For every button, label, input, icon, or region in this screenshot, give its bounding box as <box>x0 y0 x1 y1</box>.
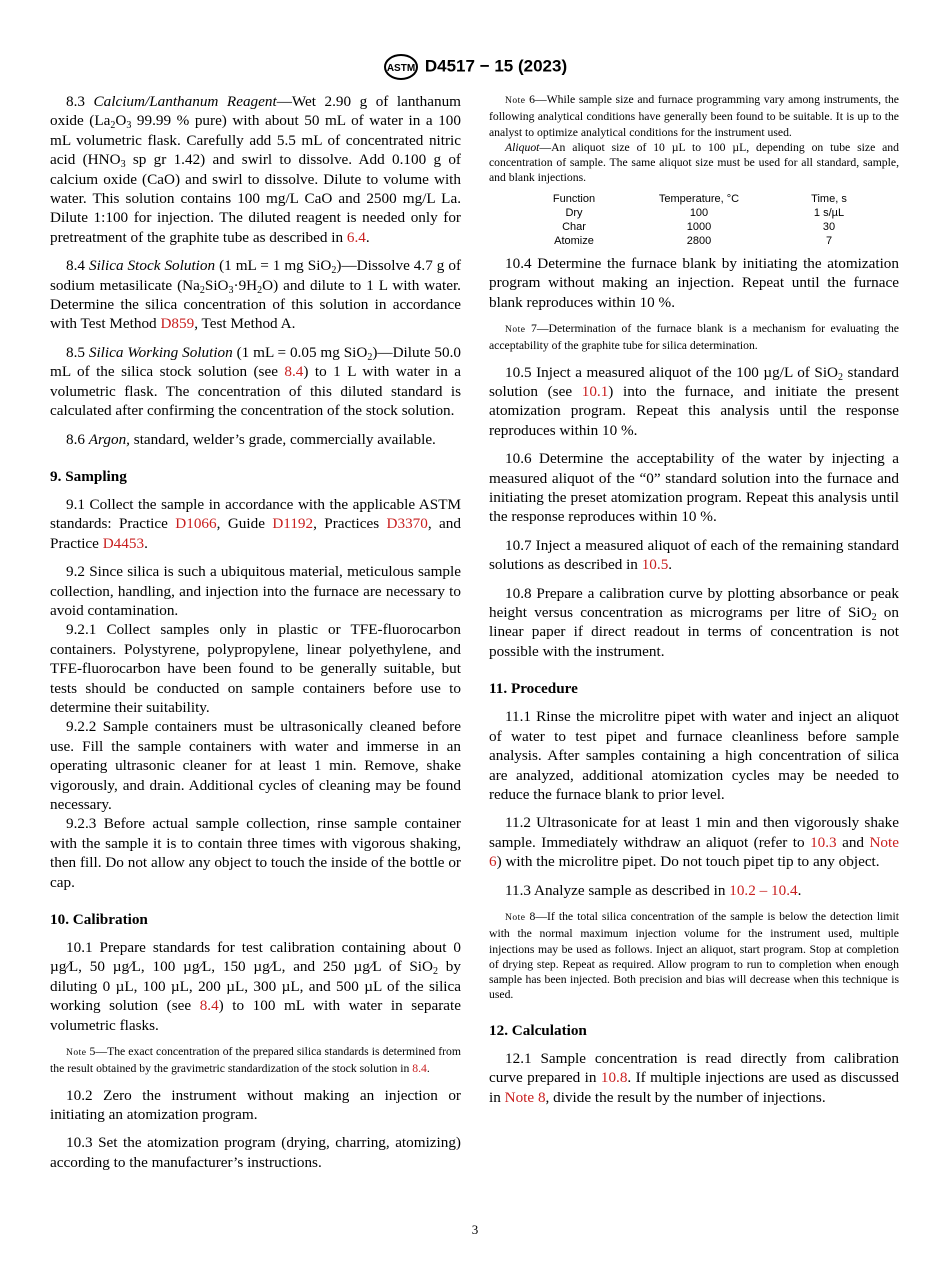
section-11-1: 11.1 Rinse the microlitre pipet with water and inject an aliquot of water to test pipet and furnace cleanliness before sample analysis. After samples containing a high concentration of silica are analyzed, additional atomization cycles may be needed to reduce the furnace blank to prior level. <box>489 708 899 803</box>
section-8-3: 8.3 Calcium/Lanthanum Reagent—Wet 2.90 g of lanthanum oxide ($La_2O_3$ 99.99 % pure) with about 50 mL of water in a 100 mL volumetric flask. Carefully add 5.5 mL of concentrated nitric acid ($HNO_3$ sp gr 1.42) and swirl to dissolve. Add 0.100 g of calcium oxide (CaO) and swirl to dissolve. Dilute to volume with water. This solution contains 100 mg/L CaO and 2500 mg/L La. Dilute 1:100 for injection. The diluted reagent is needed only for pretreatment of the graphite tube as described in 6.4. <box>50 93 461 246</box>
section-10-4: 10.4 Determine the furnace blank by initiating the atomization program without making an injection. Repeat until the furnace blank reproduces within 10 %. <box>489 254 899 311</box>
section-10-1: 10.1 Prepare standards for test calibration containing about 0 µg⁄L, 50 µg⁄L, 100 µg⁄L, 150 µg⁄L, and 250 µg⁄L of SiO$_2$ by diluting 0 µL, 100 µL, 200 µL, 300 µL, and 500 µL of the silica working solution (see 8.4) to 100 mL with water in separate volumetric flasks. <box>50 939 462 1034</box>
section-10-2: 10.2 Zero the instrument without making an injection or initiating an atomization program. <box>50 1086 461 1124</box>
section-10-8: 10.8 Prepare a calibration curve by plotting absorbance or peak height versus concentration as micrograms per litre of SiO$_2$ on linear paper if direct readout in terms of concentration is not possible with the instrument. <box>489 584 899 660</box>
section-8-4: 8.4 Silica Stock Solution (1 mL = 1 mg SiO$_2$)—Dissolve 4.7 g of sodium metasilicate $(Na_2SiO_3\cdot 9H_2O)$ and dilute to 1 L with water. Determine the silica concentration of this solution in accordance with Test Method D859, Test Method A. <box>50 257 462 333</box>
link-10-5[interactable]: 10.5 <box>641 556 669 574</box>
aliquot-paragraph: Aliquot—An aliquot size of 10 µL to 100 µL, depending on tube size and concentration of sample. The same aliquot size must be used for all standard, sample, and blank injections. <box>489 140 899 185</box>
section-11-2: 11.2 Ultrasonicate for at least 1 min and then vigorously shake sample. Immediately withdraw an aliquot (refer to 10.3 and Note 6) with the microlitre pipet. Do not touch pipet tip to any object. <box>489 814 899 871</box>
link-8-4[interactable]: 8.4 <box>199 997 219 1015</box>
heading-calculation: 12. Calculation <box>489 1021 587 1039</box>
link-d4453[interactable]: D4453 <box>102 534 145 552</box>
link-d859[interactable]: D859 <box>160 315 195 333</box>
heading-procedure: 11. Procedure <box>489 680 578 698</box>
section-9-1: 9.1 Collect the sample in accordance with the applicable ASTM standards: Practice D1066, Guide D1192, Practices D3370, and Practice D4453. <box>50 495 461 552</box>
link-8-4[interactable]: 8.4 <box>284 363 304 381</box>
page-number: 3 <box>471 1222 479 1237</box>
heading-calibration: 10. Calibration <box>50 911 148 929</box>
link-6-4[interactable]: 6.4 <box>346 228 366 246</box>
section-9-2-2: 9.2.2 Sample containers must be ultrasonically cleaned before use. Fill the sample containers with water and immerse in an operating ultrasonic cleaner for at least 1 min. Remove, shake vigorously, and drain. Additional cycles of cleaning may be found necessary. <box>50 718 461 813</box>
link-10-3[interactable]: 10.3 <box>810 833 837 851</box>
section-10-7: 10.7 Inject a measured aliquot of each of the remaining standard solutions as described in 10.5. <box>489 536 899 574</box>
page-header <box>0 54 950 80</box>
note-7: Note 7—Determination of the furnace blank is a mechanism for evaluating the acceptability of the graphite tube for silica determination. <box>489 322 899 353</box>
link-10-2-to-10-4[interactable]: 10.2 – 10.4 <box>729 881 798 899</box>
link-d1192[interactable]: D1192 <box>272 515 314 533</box>
section-10-5: 10.5 Inject a measured aliquot of the 100 µg/L of SiO$_2$ standard solution (see 10.1) into the furnace, and initiate the present atomization program. Repeat this analysis until the response reproduces within 10 %. <box>489 363 899 439</box>
section-10-3: 10.3 Set the atomization program (drying, charring, atomizing) according to the manufacturer’s instructions. <box>50 1134 461 1171</box>
left-column <box>50 92 461 1181</box>
link-8-4[interactable]: 8.4 <box>412 1062 427 1076</box>
link-d1066[interactable]: D1066 <box>175 515 217 533</box>
section-9-2-3: 9.2.3 Before actual sample collection, rinse sample container with the sample it is to contain three times with vigorous shaking, then fill. Do not allow any object to touch the inside of the bottle or cap. <box>50 815 461 891</box>
right-column <box>489 92 899 1116</box>
section-8-5: 8.5 Silica Working Solution (1 mL = 0.05 mg SiO$_2$)—Dilute 50.0 mL of the silica stock solution (see 8.4) to 1 L with water in a volumetric flask. The concentration of this diluted standard is calculated after confirming the concentration of the stock solution. <box>50 343 461 420</box>
astm-logo-icon <box>383 54 419 80</box>
section-12-1: 12.1 Sample concentration is read directly from calibration curve prepared in 10.8. If multiple injections are used as discussed in Note 8, divide the result by the number of injections. <box>489 1049 899 1106</box>
svg-text:ASTM: ASTM <box>386 63 416 74</box>
note-8: Note 8—If the total silica concentration of the sample is below the detection limit with the normal maximum injection volume for the instrument used, multiple injections may be used as follows. Inject an aliquot, start program. Stop at completion of drying step. Repeat as required. Allow program to run to completion when enough sample has been injected. Both precision and bias will decrease when this technique is used. <box>489 909 899 1002</box>
note-6: Note 6—While sample size and furnace programming vary among instruments, the following analytical conditions have generally been found to be suitable. It is up to the analyst to optimize analytical conditions for the instrument used. <box>489 93 899 139</box>
link-note-6[interactable]: Note 6 <box>489 833 899 871</box>
link-note-8[interactable]: Note 8 <box>504 1088 546 1106</box>
link-10-8[interactable]: 10.8 <box>600 1069 628 1087</box>
analytical-conditions-table <box>509 192 899 248</box>
note-5: Note 5—The exact concentration of the prepared silica standards is determined from the result obtained by the gravimetric standardization of the stock solution in 8.4. <box>50 1045 461 1076</box>
link-d3370[interactable]: D3370 <box>386 515 428 533</box>
table-row: Atomize 2800 7 <box>554 234 833 247</box>
table-row: Dry 100 1 s/µL <box>565 206 845 219</box>
table-header-row: Function Temperature, °C Time, s <box>552 192 847 205</box>
document-designation: D4517 − 15 (2023) <box>424 56 568 76</box>
heading-sampling: 9. Sampling <box>50 467 127 485</box>
section-10-6: 10.6 Determine the acceptability of the water by injecting a measured aliquot of the “0” standard solution into the furnace and initiating the preset atomization program. Repeat this analysis until the response reproduces within 10 %. <box>489 450 899 526</box>
table-row: Char 1000 30 <box>562 220 836 233</box>
section-8-6: 8.6 Argon, standard, welder’s grade, commercially available. <box>66 430 436 448</box>
section-9-2-1: 9.2.1 Collect samples only in plastic or TFE-fluorocarbon containers. Polystyrene, polypropylene, linear polyethylene, and TFE-fluorocarbon have been found to be generally suitable, but tests should be conducted on sample containers before use to determine their suitability. <box>50 621 461 716</box>
section-11-3: 11.3 Analyze sample as described in 10.2 – 10.4. <box>505 881 802 899</box>
section-9-2: 9.2 Since silica is such a ubiquitous material, meticulous sample collection, handling, and injection into the furnace are necessary to avoid contamination. <box>50 563 461 619</box>
link-10-1[interactable]: 10.1 <box>581 383 609 400</box>
